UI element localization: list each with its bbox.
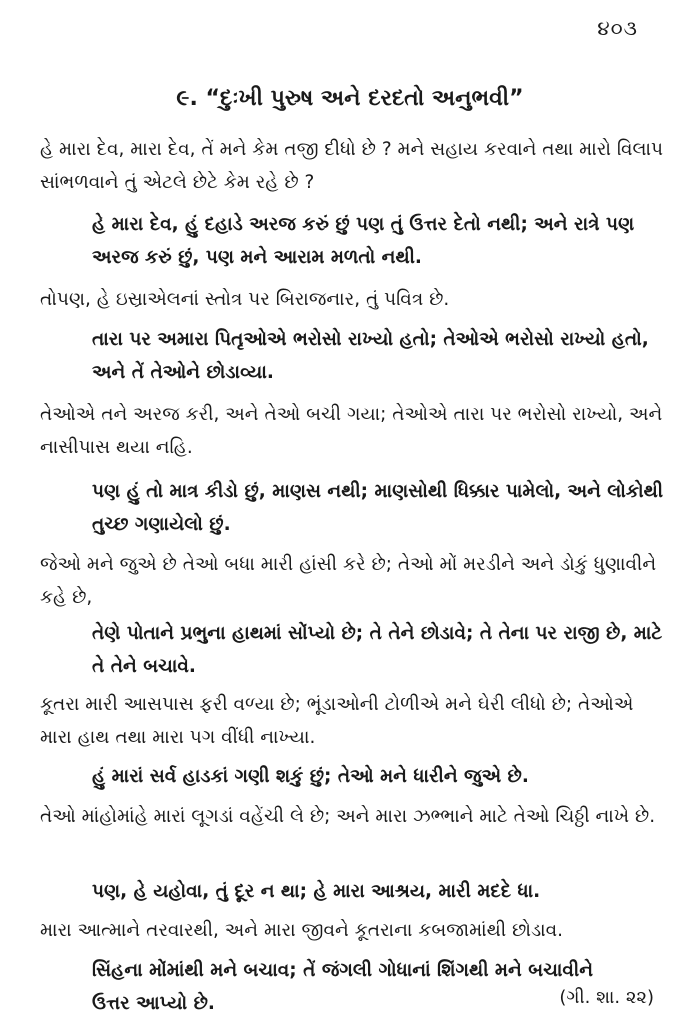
verse-9: કૂતરા મારી આસપાસ ફરી વળ્યા છે; ભૂંડાઓની ટોળીએ મને ઘેરી લીધો છે; તેઓએ મારા હાથ તથા મારા પગ વીંધી નાખ્યા. xyxy=(40,694,634,748)
verse-13: મારા આત્માને તરવારથી, અને મારા જીવને કૂતરાના કબજામાંથી છોડાવ. xyxy=(40,920,564,941)
verse-1: હે મારા દેવ, મારા દેવ, તેં મને કેમ તજી દીધો છે ? મને સહાય કરવાને તથા મારો વિલાપ સાંભળવાને તું એટલે છેટે કેમ રહે છે ? xyxy=(40,139,664,193)
verse-2: હે મારા દેવ, હું દહાડે અરજ કરું છું પણ તું ઉત્તર દેતો નથી; અને રાત્રે પણ અરજ કરું છું, પણ મને આરામ મળતો નથી. xyxy=(92,214,635,268)
verse-7: જેઓ મને જુએ છે તેઓ બધા મારી હાંસી કરે છે; તેઓ મોં મરડીને અને ડોકું ધુણાવીને કહે છે, xyxy=(40,554,657,608)
verse-5: તેઓએ તને અરજ કરી, અને તેઓ બચી ગયા; તેઓએ તારા પર ભરોસો રાખ્યો, અને નાસીપાસ થયા નહિ. xyxy=(40,404,663,458)
verse-10: હું મારાં સર્વ હાડકાં ગણી શકું છું; તેઓ મને ધારીને જુએ છે. xyxy=(92,766,529,787)
verse-11: તેઓ માંહોમાંહે મારાં લૂગડાં વહેંચી લે છે; અને મારા ઝભ્ભાને માટે તેઓ ચિઠ્ઠી નાખે છે. xyxy=(40,806,656,827)
verse-3: તોપણ, હે ઇસ્રાએલનાં સ્તોત્ર પર બિરાજનાર, તું પવિત્ર છે. xyxy=(40,289,450,310)
verse-14: સિંહના મોંમાંથી મને બચાવ; તેં જંગલી ગોધાનાં શિંગથી મને બચાવીને ઉત્તર આપ્યો છે. xyxy=(92,960,594,1014)
verse-4: તારા પર અમારા પિતૃઓએ ભરોસો રાખ્યો હતો; તેઓએ ભરોસો રાખ્યો હતો, અને તેં તેઓને છોડાવ્યા. xyxy=(92,329,649,383)
page-number: ૪૦૩ xyxy=(597,16,638,40)
scripture-reference: (ગી. શા. ૨૨) xyxy=(559,987,654,1008)
psalm-title: ૯. “દુઃખી પુરુષ અને દરદતો અનુભવી” xyxy=(176,86,524,111)
verse-6: પણ હું તો માત્ર કીડો છું, માણસ નથી; માણસોથી ધિક્કાર પામેલો, અને લોકોથી તુચ્છ ગણાયેલો છું. xyxy=(92,481,664,535)
verse-8: તેણે પોતાને પ્રભુના હાથમાં સોંપ્યો છે; તે તેને છોડાવે; તે તેના પર રાજી છે, માટે તે તેને બચાવે. xyxy=(92,623,663,677)
verse-12: પણ, હે યહોવા, તું દૂર ન થા; હે મારા આશ્રય, મારી મદદે ધા. xyxy=(92,881,541,902)
